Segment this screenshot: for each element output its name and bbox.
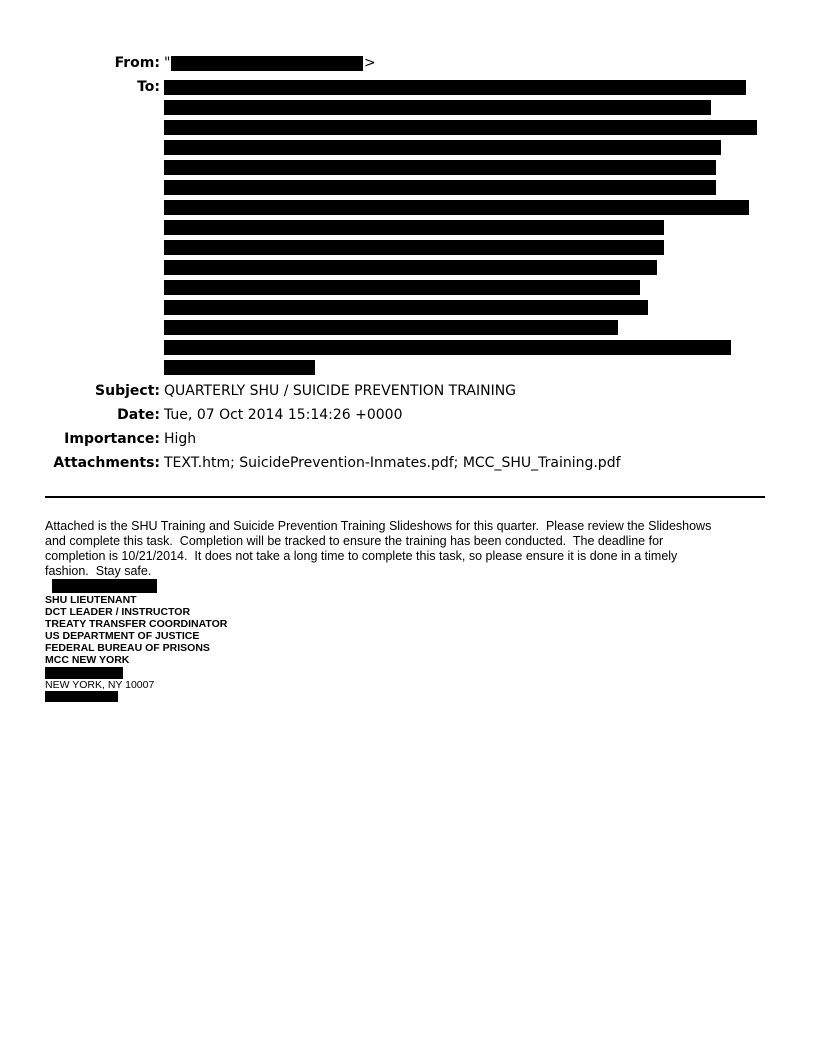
redaction-recipient	[164, 140, 721, 155]
attachments-value: TEXT.htm; SuicidePrevention-Inmates.pdf; MCC_SHU_Training.pdf	[164, 455, 621, 471]
redaction-recipient	[164, 300, 648, 315]
signature-line: MCC NEW YORK	[45, 654, 130, 666]
to-label: To:	[137, 79, 160, 95]
header-divider	[45, 496, 765, 498]
signature-line: US DEPARTMENT OF JUSTICE	[45, 630, 200, 642]
from-label: From:	[114, 55, 160, 71]
redaction-recipient	[164, 280, 640, 295]
redaction-recipient	[164, 180, 716, 195]
subject-value: QUARTERLY SHU / SUICIDE PREVENTION TRAINING	[164, 383, 517, 399]
redaction-recipient	[164, 80, 746, 95]
redaction-signature-address	[45, 667, 123, 679]
date-label: Date:	[117, 407, 160, 423]
subject-label: Subject:	[95, 383, 160, 399]
redaction-recipient	[164, 240, 664, 255]
signature-line: DCT LEADER / INSTRUCTOR	[45, 606, 191, 618]
redaction-signature-name	[52, 579, 157, 593]
signature-title: SHU LIEUTENANT	[45, 594, 137, 606]
importance-value: High	[164, 431, 197, 447]
signature-city: NEW YORK, NY 10007	[45, 679, 155, 691]
date-value: Tue, 07 Oct 2014 15:14:26 +0000	[164, 407, 403, 423]
redaction-recipient	[164, 320, 618, 335]
importance-label: Importance:	[64, 431, 160, 447]
redaction-signature-phone	[45, 691, 118, 702]
redaction-recipient	[164, 360, 315, 375]
redaction-recipient	[164, 260, 657, 275]
signature-line: FEDERAL BUREAU OF PRISONS	[45, 642, 210, 654]
signature-line: TREATY TRANSFER COORDINATOR	[45, 618, 228, 630]
redaction-recipient	[164, 220, 664, 235]
redaction-recipient	[164, 120, 757, 135]
redaction-recipient	[164, 340, 731, 355]
attachments-label: Attachments:	[53, 455, 160, 471]
redaction-from-sender	[171, 56, 363, 71]
from-bracket: >	[364, 55, 376, 71]
message-body: Attached is the SHU Training and Suicide Prevention Training Slideshows for this quarter. Please review the Slideshows and complete this task. Completion will be tracked to ensure the training has been conducted. The deadline for completion is 10/21/2014. It does not take a long time to complete this task, so please ensure it is done in a timely fashion. Stay safe.	[45, 519, 712, 578]
from-quote: "	[164, 55, 171, 71]
redaction-recipient	[164, 160, 716, 175]
redaction-recipient	[164, 100, 711, 115]
redaction-recipient	[164, 200, 749, 215]
